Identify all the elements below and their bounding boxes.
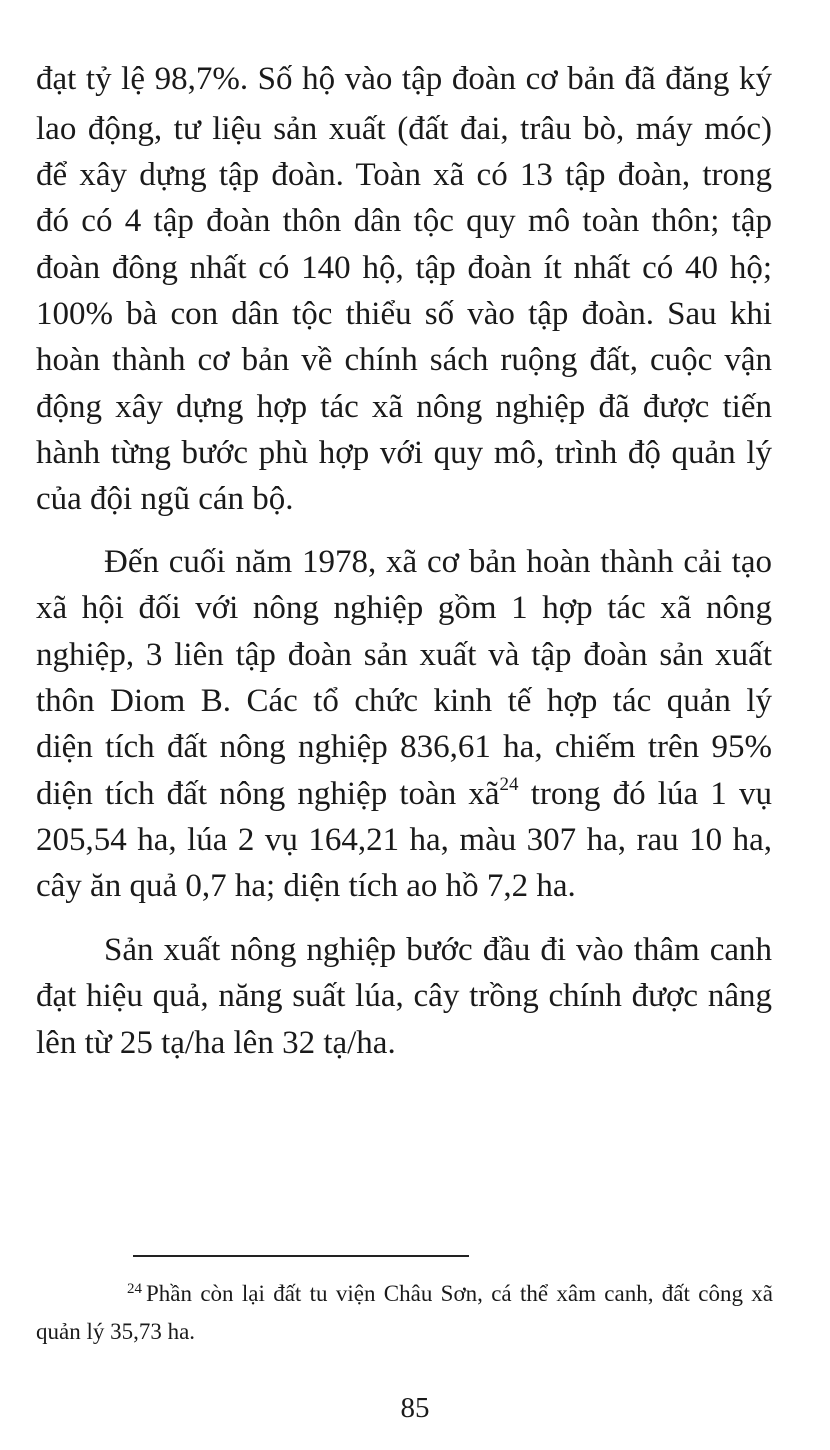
body-line: đoàn đông nhất có 140 hộ, tập đoàn ít nhất có 40 hộ; <box>36 250 772 286</box>
body-line: nghiệp, 3 liên tập đoàn sản xuất và tập đoàn sản xuất <box>36 637 772 673</box>
body-line: để xây dựng tập đoàn. Toàn xã có 13 tập đoàn, trong <box>36 157 772 193</box>
body-line-with-footnote-ref <box>36 774 772 812</box>
body-line: hoàn thành cơ bản về chính sách ruộng đất, cuộc vận <box>36 342 772 378</box>
body-line: cây ăn quả 0,7 ha; diện tích ao hồ 7,2 ha. <box>36 868 576 904</box>
body-line: đó có 4 tập đoàn thôn dân tộc quy mô toàn thôn; tập <box>36 203 772 239</box>
footnote-separator <box>133 1255 469 1257</box>
footnote-marker: 24 <box>127 1281 142 1297</box>
body-line: của đội ngũ cán bộ. <box>36 481 294 517</box>
footnote-text: Phần còn lại đất tu viện Châu Sơn, cá thể xâm canh, đất công xã <box>146 1281 773 1306</box>
footnote-line <box>127 1282 773 1305</box>
body-text: diện tích đất nông nghiệp toàn xã <box>36 776 500 812</box>
body-line: động xây dựng hợp tác xã nông nghiệp đã được tiến <box>36 389 772 425</box>
body-line: 100% bà con dân tộc thiểu số vào tập đoàn. Sau khi <box>36 296 772 332</box>
body-line: hành từng bước phù hợp với quy mô, trình độ quản lý <box>36 435 772 471</box>
footnote-line: quản lý 35,73 ha. <box>36 1319 196 1344</box>
body-text: trong đó lúa 1 vụ <box>518 776 772 812</box>
body-line: thôn Diom B. Các tổ chức kinh tế hợp tác quản lý <box>36 683 772 719</box>
body-line: 205,54 ha, lúa 2 vụ 164,21 ha, màu 307 ha, rau 10 ha, <box>36 822 772 858</box>
footnote-reference: 24 <box>499 774 519 795</box>
body-line: đạt hiệu quả, năng suất lúa, cây trồng chính được nâng <box>36 978 772 1014</box>
body-line: đạt tỷ lệ 98,7%. Số hộ vào tập đoàn cơ bản đã đăng ký <box>36 61 772 97</box>
body-line: lao động, tư liệu sản xuất (đất đai, trâu bò, máy móc) <box>36 111 772 147</box>
body-line: lên từ 25 tạ/ha lên 32 tạ/ha. <box>36 1025 396 1061</box>
page-number: 85 <box>400 1392 430 1424</box>
body-line: Sản xuất nông nghiệp bước đầu đi vào thâm canh <box>104 932 772 968</box>
body-line: Đến cuối năm 1978, xã cơ bản hoàn thành cải tạo <box>104 544 772 580</box>
body-line: xã hội đối với nông nghiệp gồm 1 hợp tác xã nông <box>36 590 772 626</box>
body-line: diện tích đất nông nghiệp 836,61 ha, chiếm trên 95% <box>36 729 772 765</box>
